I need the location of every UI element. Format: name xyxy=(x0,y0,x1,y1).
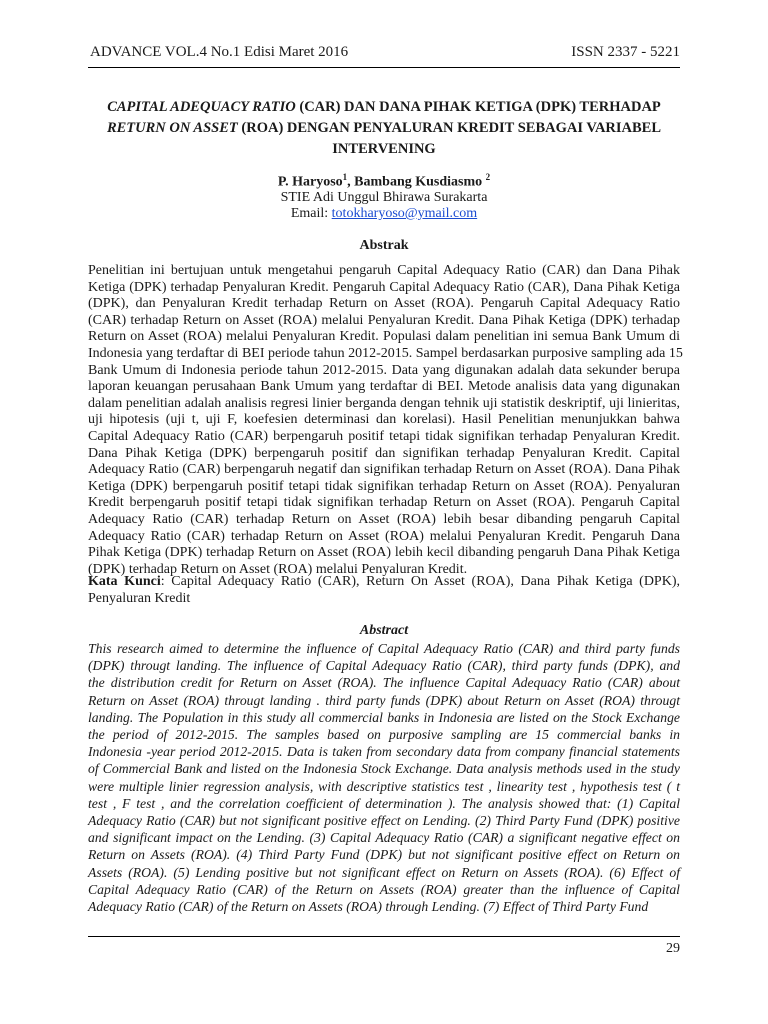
abstract-line: test , F test , and the correlation coefficient of determination ). The analysis showed that: (1) Capital xyxy=(88,795,680,811)
abstract-line: and significant impact on the Lending. (3) Capital Adequacy Ratio (CAR) a significant negative effect on xyxy=(88,830,680,846)
abstrak-line: Return on Asset (ROA) melalui Penyaluran Kredit. Populasi dalam penelitian ini semua Bank Umum di xyxy=(88,329,680,345)
abstrak-line: (DPK) terhadap Return on Asset (ROA) melalui Penyaluran Kredit. xyxy=(88,561,468,577)
abstrak-line: Adequacy Ratio (CAR) terhadap Return on Asset (ROA) lebih besar dibanding pengaruh Capital xyxy=(88,511,680,527)
abstract-line: the period of 2012-2015. The samples based on purposive sampling are 15 commercial banks in xyxy=(88,727,680,743)
abstrak-line: Bank Umum di Indonesia periode tahun 2012-2015. Data yang digunakan adalah data sekunder berupa xyxy=(88,362,680,378)
abstract-line: (DPK) througt landing. The influence of Capital Adequacy Ratio (CAR), third party funds (DPK), and xyxy=(88,658,680,674)
header-rule xyxy=(88,67,680,68)
abstract-line: Capital Adequacy Ratio (CAR) of the Return on Assets (ROA) greater than the influence of Capital xyxy=(88,881,680,897)
email-link[interactable]: totokharyoso@ymail.com xyxy=(331,206,478,221)
abstrak-line: Capital Adequacy Ratio (CAR) berpengaruh positif tetapi tidak signifikan terhadap Penyaluran Kredit. xyxy=(88,428,680,444)
author-1: P. Haryoso xyxy=(277,174,343,190)
abstrak-line: uji hipotesis (uji t, uji F, koefesien determinasi dan korelasi). Hasil Penelitian menunjukkan bahwa xyxy=(88,412,680,428)
abstrak-line: Penelitian ini bertujuan untuk mengetahui pengaruh Capital Adequacy Ratio (CAR) dan Dana Pihak xyxy=(88,263,680,278)
abstract-line: Adequacy Ratio (CAR) of the Return on Assets (ROA) through Lending. (7) Effect of Third Party Fund xyxy=(88,899,649,915)
abstract-line: Return on Assets (ROA). (4) Third Party Fund (DPK) but not significant positive effect on Return on xyxy=(88,847,680,863)
title-italic-2: RETURN ON ASSET xyxy=(106,120,238,136)
abstract-line: of Commercial Bank and listed on the Indonesia Stock Exchange. Data analysis methods used in the study xyxy=(88,761,680,777)
title-rest-2: (ROA) DENGAN PENYALURAN KREDIT SEBAGAI VARIABEL xyxy=(237,120,662,136)
footer-rule xyxy=(88,936,680,937)
keywords-label: Kata Kunci xyxy=(88,574,161,589)
abstract-line: landing. The Population in this study all commercial banks in Indonesia are listed on the Stock Exchange xyxy=(88,709,680,725)
abstrak-line: Adequacy Ratio (CAR) terhadap Return on Asset (ROA) melalui Penyaluran Kredit. Pengaruh Dana xyxy=(88,528,680,544)
page-number: 29 xyxy=(666,941,680,956)
journal-header: ADVANCE VOL.4 No.1 Edisi Maret 2016 xyxy=(90,44,349,60)
abstrak-line: Ketiga (DPK) berpengaruh positif tetapi tidak signifikan terhadap Return on Asset (ROA). Penyaluran xyxy=(88,478,680,494)
abstrak-line: Adequacy Ratio (CAR) berpengaruh negatif dan signifikan terhadap Return on Asset (ROA). Dana Pihak xyxy=(88,462,680,478)
abstrak-line: Pihak Ketiga (DPK) terhadap Return on Asset (ROA) lebih kecil dibanding pengaruh Dana Pihak Ketiga xyxy=(88,545,680,561)
abstract-heading: Abstract xyxy=(359,623,409,638)
abstrak-line: Indonesia yang terdaftar di BEI periode tahun 2012-2015. Sampel berdasarkan purposive sampling ada 15 xyxy=(88,345,683,361)
abstrak-line: Kredit berpengaruh positif tetapi tidak signifikan terhadap Return on Asset (ROA). Pengaruh Capital xyxy=(88,495,680,511)
keywords-text: : Capital Adequacy Ratio (CAR), Return On Asset (ROA), Dana Pihak Ketiga (DPK), xyxy=(160,574,680,589)
abstract-line: Adequacy Ratio (CAR) but not significant positive effect on Lending. (2) Third Party Fund (DPK) positive xyxy=(88,813,680,829)
abstrak-line: (CAR) terhadap Return on Asset (ROA) melalui Penyaluran Kredit. Dana Pihak Ketiga (DPK) terhadap xyxy=(88,312,680,328)
abstrak-line: laporan keuangan perusahaan Bank Umum yang terdaftar di BEI. Metode analisis data yang digunakan xyxy=(88,379,680,395)
issn-header: ISSN 2337 - 5221 xyxy=(571,44,680,60)
abstrak-line: Dana Pihak Ketiga (DPK) berpengaruh positif dan signifikan terhadap Penyaluran Kredit. Capital xyxy=(88,445,680,461)
email-label: Email: xyxy=(290,206,332,221)
keywords-text-2: Penyaluran Kredit xyxy=(88,591,191,606)
abstract-line: the distribution credit for Return on Asset (ROA). The influence Capital Adequacy Ratio (CAR) about xyxy=(88,675,680,691)
abstract-line: Return on Asset (ROA) througt landing . third party funds (DPK) about Return on Asset (ROA) througt xyxy=(88,692,680,708)
abstract-body xyxy=(88,640,680,915)
author-separator: , Bambang Kusdiasmo xyxy=(347,174,486,190)
abstrak-line: dalam penelitian adalah analisis regresi linier berganda dengan tehnik uji statistik deskriptif, uji linieritas, xyxy=(88,395,680,411)
paper-title xyxy=(88,97,680,160)
abstrak-heading: Abstrak xyxy=(359,238,409,253)
authors xyxy=(88,172,680,191)
abstract-line: were multiple linier regression analysis, with descriptive statistics test , linearity test , hypothesis test ( t xyxy=(88,778,680,794)
affiliation: STIE Adi Unggul Bhirawa Surakarta xyxy=(280,190,488,205)
abstract-line: Indonesia -year period 2012-2015. Data is taken from secondary data from company financial statements xyxy=(88,744,680,760)
title-italic-1: CAPITAL ADEQUACY RATIO xyxy=(107,99,296,115)
email-line xyxy=(88,206,680,222)
abstract-line: This research aimed to determine the influence of Capital Adequacy Ratio (CAR) and third party funds xyxy=(88,641,680,656)
abstract-line: Assets (ROA). (5) Lending positive but not significant effect on Return on Assets (ROA). (6) Effect of xyxy=(88,864,680,880)
keywords xyxy=(88,573,680,607)
author-1-sup: 1 xyxy=(342,172,348,182)
title-rest-1: (CAR) DAN DANA PIHAK KETIGA (DPK) TERHADAP xyxy=(295,99,661,115)
abstrak-line: (DPK), dan Penyaluran Kredit terhadap Return on Asset (ROA). Pengaruh Capital Adequacy Ratio xyxy=(88,296,680,312)
author-2-sup: 2 xyxy=(485,172,491,182)
abstrak-body xyxy=(88,263,683,578)
abstrak-line: Ketiga (DPK) terhadap Penyaluran Kredit. Pengaruh Capital Adequacy Ratio (CAR), Dana Pihak Ketiga xyxy=(88,279,680,295)
title-line-3: INTERVENING xyxy=(332,141,436,157)
